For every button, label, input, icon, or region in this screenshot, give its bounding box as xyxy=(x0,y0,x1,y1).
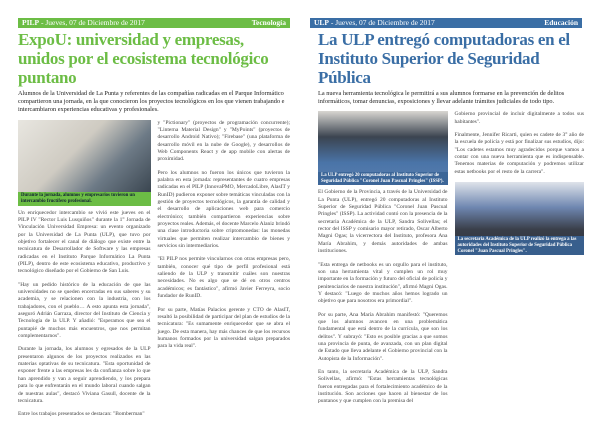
paragraph: Entre los trabajos presentados se destacan: "Bomberman" xyxy=(18,411,145,418)
paragraph: Por su parte, Matías Palacios gerente y CTO de AlasIT, resaltó la posibilidad de participar del plan de estudios de la tecnicatura: "Es sumamente enriquecedor que se abra el juego. De esta manera, hay más chances de que los recursos humanos formados por la universidad salgan preparados para la vida real". xyxy=(157,306,290,350)
column-1 xyxy=(318,111,448,411)
column-2 xyxy=(455,111,585,259)
paragraph: "Esta entrega de netbooks es un orgullo para el instituto, son una herramienta vital y cumplen un rol muy importante en la formación y futuro del oficial de policía y penitenciarios de nuestra institución", afirmó Magni Ogas. Y destacó: "Luego de muchos años hemos logrado un objetivo que para nosotros era primordial". xyxy=(318,261,448,305)
paragraph: Durante la jornada, los alumnos y egresados de la ULP presentaron algunos de los proyectos realizados en las materias optativas de su tecnicatura. "Esta oportunidad de exponer frente a las empresas les da confianza sobre lo que han aprendido y van a seguir aprendiendo, y los prepara para lo que enfrentarán en el mundo laboral cuando salgan de nuestras aulas", destacó Viviana Gasull, docente de la tecnicatura. xyxy=(18,346,151,404)
paragraph: "Hay un pedido histórico de la educación de que las universidades no se queden encerradas en sus saberes y su academia, y se relacionen con la industria, con los trabajadores, con el pueblo… A esto apunta esta jornada", aseguró Adrián Garraza, director del Instituto de Ciencia y Tecnología de la ULP. Y añadió: "Esperamos que sea el puntapié de muchos más encuentros, que nos permitan complementarnos". xyxy=(18,281,151,340)
section-label: Educación xyxy=(544,18,578,27)
photo-caption: La secretaria Académica de la ULP realizó la entrega a las autoridades del Instituto Superior de Seguridad Pública Coronel "Juan Pascual Pringles". xyxy=(455,236,585,255)
header-band xyxy=(310,18,582,28)
column-1 xyxy=(18,120,151,425)
article-subtitle: La nueva herramienta tecnológica le permitirá a sus alumnos formarse en la prevención de delitos informáticos, tomar denuncias, exposiciones y llevar adelante trámites judiciales de todo tipo. xyxy=(318,90,565,106)
paper-name: PILP xyxy=(22,18,40,27)
date: - Jueves, 07 de Diciembre de 2017 xyxy=(39,18,145,27)
right-page xyxy=(300,0,600,420)
columns xyxy=(18,120,290,425)
paragraph: Un enriquecedor intercambio se vivió este jueves en el PILP IV "Rector Luis Lusquiños" durante la 1° Jornada de Vinculación Universidad Empresa: un evento organizado por la Universidad de La Punta (ULP), que tuvo por objetivo fortalecer el canal de diálogo que existe entre la tecnicatura de Desarrollador de Software y las empresas radicadas en el Instituto Parque Informático La Punta (PILP), dentro de este ecosistema educativo, productivo y tecnológico diseñado por el Gobierno de San Luis. xyxy=(18,209,151,275)
paragraph: El Gobierno de la Provincia, a través de la Universidad de La Punta (ULP), entregó 20 computadoras al Instituto Superior de Seguridad Pública "Coronel Juan Pascual Pringles" (ISSP). La actividad contó con la presencia de la secretaria Académica de la ULP, Sandra Solivellas; el rector del ISSP y comisario mayor retirado, Oscar Alberto Magni Ogas; la vicerrectora del Instituto, profesora Ana María Abrahim, y demás autoridades de ambas instituciones. xyxy=(318,189,448,255)
article-title: ExpoU: universidad y empresas, unidos por el ecosistema tecnológico puntano xyxy=(18,30,269,87)
columns xyxy=(318,111,584,411)
article-photo xyxy=(18,120,151,206)
section-label: Tecnología xyxy=(251,18,286,27)
photo-caption: Durante la jornada, alumnos y empresarios tuvieron un intercambio fructífero profesional. xyxy=(18,192,151,205)
paragraph: Gobierno provincial de incluir digitalmente a todos sus habitantes". xyxy=(454,111,584,125)
paragraph: "El PILP nos permite vincularnos con otras empresas pero, también, conocer qué tipo de perfil profesional está saliendo de la ULP y transmitir cuáles son nuestras necesidades. No es algo que se dé en otros centros académicos; es fantástico", afirmó Javier Ferreyra, socio fundador de RunID. xyxy=(157,256,290,300)
article-photo-2 xyxy=(455,182,585,255)
header-band xyxy=(18,18,290,28)
article-title: La ULP entregó computadoras en el Instituto Superior de Seguridad Pública xyxy=(318,30,570,87)
date: - Jueves, 07 de Diciembre de 2017 xyxy=(329,18,435,27)
photo-caption: La ULP entregó 20 computadoras al Instituto Superior de Seguridad Pública "Coronel Juan Pascual Pringles" (ISSP). xyxy=(318,172,448,185)
paragraph: y "Pictionary" (proyectos de programación concurrente); "Linterna Material Design" y "MyPoints" (proyectos de desarrollo Android Nativo); "Firebase" (una plataforma de desarrollo móvil en la nube de Google), y desarrollos de Web Components React y de app mobile con alertas de proximidad. xyxy=(157,119,290,163)
paragraph: Finalmente, Jennifer Ricarti, quien es cadete de 3° año de la escuela de policía y está por finalizar sus estudios, dijo: "Los cadetes estamos muy agradecidos porque vamos a contar con una nueva herramienta que es indispensable. Tenemos materias de computación y podremos utilizar estas netbooks por el resto de la carrera". xyxy=(454,132,584,175)
paper-name: ULP xyxy=(314,18,329,27)
article-photo xyxy=(318,111,448,185)
paragraph: Pero los alumnos no fueron los únicos que tuvieron la palabra en esta jornada: representantes de cuatro empresas radicadas en el PILP (InnovaPMO, MercadoLibre, AlasIT y RunID) pudieron exponer sobre temáticas vinculadas con la gestión de proyectos tecnológicos, la garantía de calidad y el desarrollo de aplicaciones web para comercio electrónico; también compartieron experiencias sobre proyectos reales. Además, el docente Marcelo Alaniz brindó una clase introductoria sobre criptomonedas: las monedas virtuales que permiten realizar intercambio de bienes y servicios sin intermediarios. xyxy=(157,169,290,250)
article-subtitle: Alumnos de la Universidad de La Punta y referentes de las compañías radicadas en el Parque Informático compartieron una jornada, en la que conocieron los proyectos tecnológicos en los que vienen trabajando e intercambiaron experiencias educativas y profesionales. xyxy=(18,90,285,114)
paragraph: Por su parte, Ana María Abrahim manifestó: "Queremos que los alumnos avancen en una problemática fundamental que está dentro de la currícula, que son los delitos". Y subrayó: "Esto es posible gracias a que somos una provincia de punta, de avanzada, con un plan digital de Estado que lleva adelante el Gobierno provincial con la Autopista de la Información". xyxy=(318,311,448,362)
column-2 xyxy=(158,120,291,357)
paragraph: En tanto, la secretaria Académica de la ULP, Sandra Solivellas, afirmó: "Estas herramientas tecnológicas fueron entregadas para el fortalecimiento académico de la institución. Son acciones que hacen al bienestar de los puntanos y que cumplen con la premisa del xyxy=(318,368,448,405)
